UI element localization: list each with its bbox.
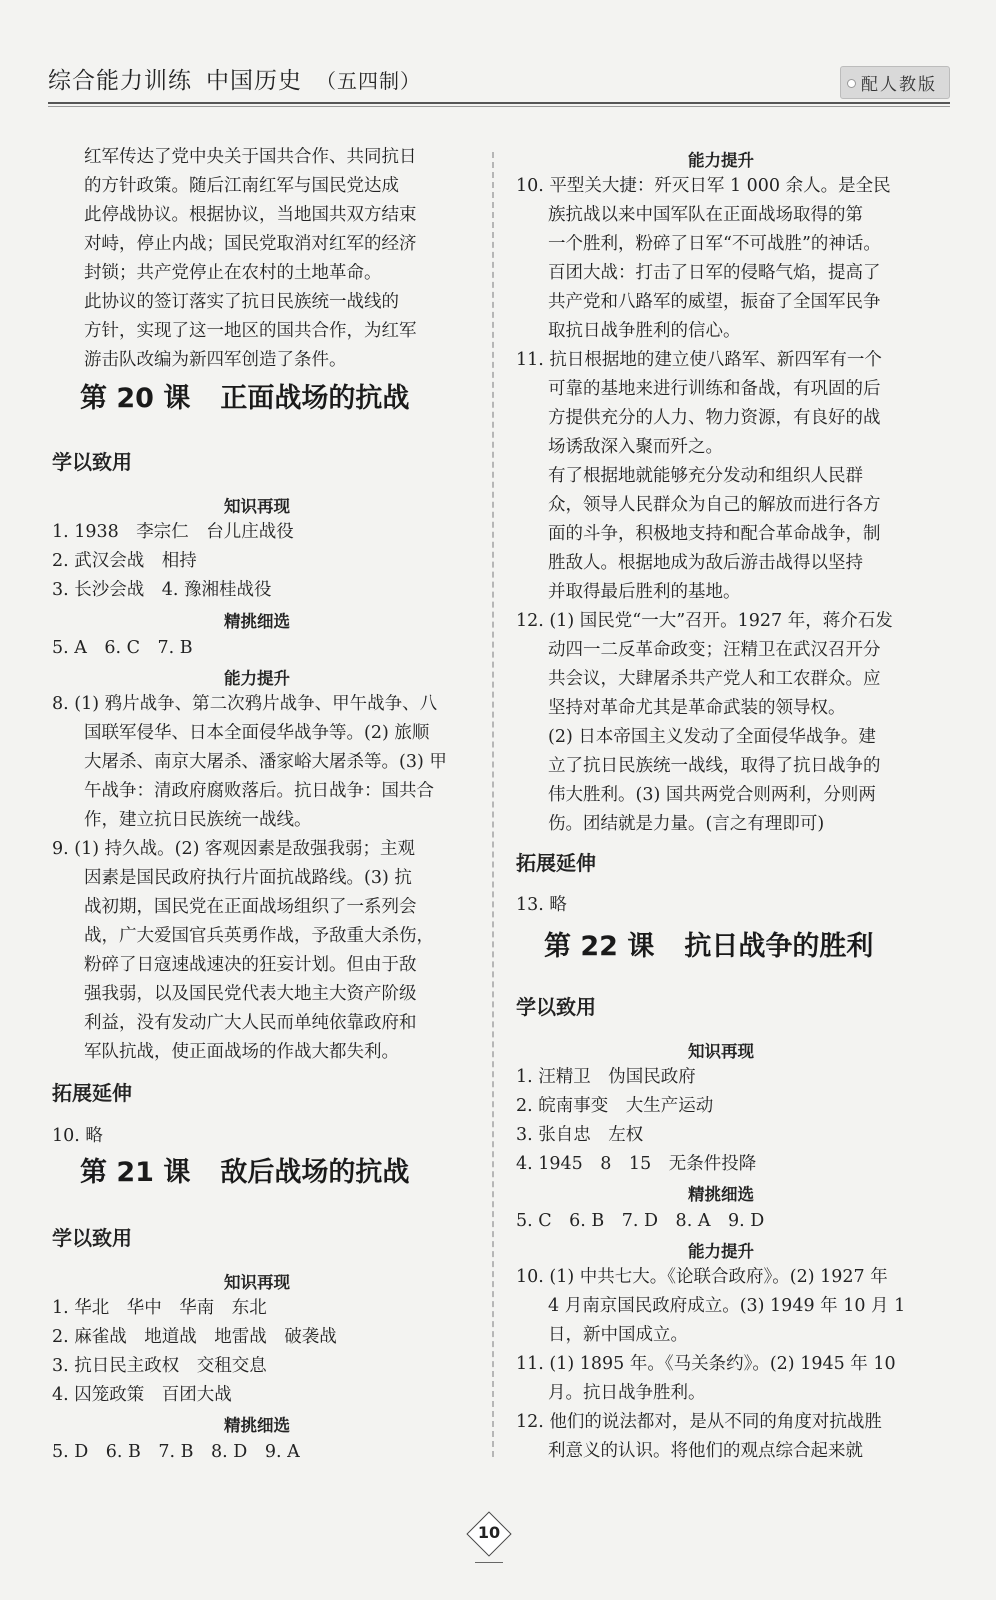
answer-line: 坚持对革命尤其是革命武装的领导权。 [548,698,846,718]
answer-line: 9. (1) 持久战。(2) 客观因素是敌强我弱；主观 [52,839,415,859]
answer-line: 5. C 6. B 7. D 8. A 9. D [516,1211,765,1231]
edition-badge: 配人教版 [840,66,950,99]
answer-line: 2. 皖南事变 大生产运动 [516,1096,714,1116]
answer-line: 伤。团结就是力量。(言之有理即可) [548,814,825,834]
sub-heading: 知识再现 [224,497,290,516]
text-line: 对峙，停止内战；国民党取消对红军的经济 [84,234,417,254]
lesson-number: 第 21 课 [80,1157,191,1188]
answer-line: 3. 长沙会战 4. 豫湘桂战役 [52,580,272,600]
answer-line: 1. 华北 华中 华南 东北 [52,1298,267,1318]
lesson-title: 正面战场的抗战 [220,383,410,414]
answer-line: (2) 日本帝国主义发动了全面侵华战争。建 [548,727,876,747]
answer-line: 月。抗日战争胜利。 [548,1383,706,1403]
answer-line: 10. (1) 中共七大。《论联合政府》。(2) 1927 年 [516,1267,888,1287]
book-title [48,62,421,95]
answer-line: 11. 抗日根据地的建立使八路军、新四军有一个 [516,350,882,370]
section-heading: 学以致用 [52,1226,132,1250]
answer-line: 强我弱，以及国民党代表大地主大资产阶级 [84,984,417,1004]
answer-line: 族抗战以来中国军队在正面战场取得的第 [548,205,863,225]
answer-line: 3. 抗日民主政权 交租交息 [52,1356,267,1376]
answer-line: 战，广大爱国官兵英勇作战，予敌重大杀伤， [84,926,434,946]
answer-line: 4 月南京国民政府成立。(3) 1949 年 10 月 1 [548,1296,906,1316]
answer-line: 可靠的基地来进行训练和备战，有巩固的后 [548,379,881,399]
page-header [48,62,948,102]
page-number [467,1512,511,1556]
page-number-underline [475,1552,503,1563]
answer-line: 利意义的认识。将他们的观点综合起来就 [548,1441,863,1461]
answer-line: 伟大胜利。(3) 国共两党合则两利，分则两 [548,785,876,805]
section-heading: 拓展延伸 [52,1081,132,1105]
text-line: 此协议的签订落实了抗日民族统一战线的 [84,292,399,312]
answer-line: 百团大战：打击了日军的侵略气焰，提高了 [548,263,881,283]
answer-line: 2. 麻雀战 地道战 地雷战 破袭战 [52,1327,337,1347]
answer-line: 日，新中国成立。 [548,1325,688,1345]
text-line: 方针，实现了这一地区的国共合作，为红军 [84,321,417,341]
answer-line: 8. (1) 鸦片战争、第二次鸦片战争、甲午战争、八 [52,694,438,714]
answer-line: 利益，没有发动广大人民而单纯依靠政府和 [84,1013,417,1033]
answer-line: 一个胜利，粉碎了日军“不可战胜”的神话。 [548,234,881,254]
text-line: 封锁；共产党停止在农村的土地革命。 [84,263,382,283]
answer-line: 10. 略 [52,1126,103,1146]
sub-heading: 知识再现 [224,1273,290,1292]
answer-line: 立了抗日民族统一战线，取得了抗日战争的 [548,756,881,776]
section-heading: 学以致用 [516,995,596,1019]
answer-line: 10. 平型关大捷：歼灭日军 1 000 余人。是全民 [516,176,891,196]
answer-line: 共产党和八路军的威望，振奋了全国军民争 [548,292,881,312]
answer-line: 5. D 6. B 7. B 8. D 9. A [52,1442,300,1462]
answer-line: 场诱敌深入聚而歼之。 [548,437,723,457]
answer-line: 国联军侵华、日本全面侵华战争等。(2) 旅顺 [84,723,430,743]
column-divider [492,152,494,1457]
answer-line: 并取得最后胜利的基地。 [548,582,741,602]
answer-line: 有了根据地就能够充分发动和组织人民群 [548,466,863,486]
answer-line: 粉碎了日寇速战速决的狂妄计划。但由于敌 [84,955,417,975]
answer-line: 2. 武汉会战 相持 [52,551,197,571]
text-line: 此停战协议。根据协议，当地国共双方结束 [84,205,417,225]
answer-line: 1. 1938 李宗仁 台儿庄战役 [52,522,294,542]
sub-heading: 精挑细选 [224,1416,290,1435]
text-line: 游击队改编为新四军创造了条件。 [84,350,347,370]
answer-line: 5. A 6. C 7. B [52,638,193,658]
lesson-22-heading [544,932,873,961]
answer-line: 1. 汪精卫 伪国民政府 [516,1067,696,1087]
answer-line: 动四一二反革命政变；汪精卫在武汉召开分 [548,640,881,660]
answer-line: 12. 他们的说法都对，是从不同的角度对抗战胜 [516,1412,882,1432]
answer-line: 4. 囚笼政策 百团大战 [52,1385,232,1405]
answer-line: 4. 1945 8 15 无条件投降 [516,1154,757,1174]
answer-line: 军队抗战，使正面战场的作战大都失利。 [84,1042,399,1062]
section-heading: 学以致用 [52,450,132,474]
page-number-text: 10 [477,1523,501,1542]
lesson-title: 敌后战场的抗战 [220,1157,410,1188]
answer-line: 大屠杀、南京大屠杀、潘家峪大屠杀等。(3) 甲 [84,752,447,772]
sub-heading: 能力提升 [688,1242,754,1261]
lesson-title: 抗日战争的胜利 [684,931,874,962]
lesson-20-heading [80,384,409,413]
answer-line: 11. (1) 1895 年。《马关条约》。(2) 1945 年 10 [516,1354,896,1374]
answer-line: 取抗日战争胜利的信心。 [548,321,741,341]
answer-line: 面的斗争，积极地支持和配合革命战争，制 [548,524,881,544]
section-heading: 拓展延伸 [516,851,596,875]
answer-line: 12. (1) 国民党“一大”召开。1927 年，蒋介石发 [516,611,893,631]
answer-line: 3. 张自忠 左权 [516,1125,644,1145]
answer-line: 众，领导人民群众为自己的解放而进行各方 [548,495,881,515]
series-title: 综合能力训练 [48,68,192,94]
lesson-number: 第 22 课 [544,931,655,962]
sub-heading: 精挑细选 [224,612,290,631]
answer-line: 战初期，国民党在正面战场组织了一系列会 [84,897,417,917]
answer-line: 胜敌人。根据地成为敌后游击战得以坚持 [548,553,863,573]
text-line: 的方针政策。随后江南红军与国民党达成 [84,176,399,196]
sub-heading: 能力提升 [224,669,290,688]
answer-line: 13. 略 [516,895,567,915]
edition-label: （五四制） [316,69,421,93]
lesson-number: 第 20 课 [80,383,191,414]
header-rule [48,102,950,107]
sub-heading: 能力提升 [688,151,754,170]
answer-line: 方提供充分的人力、物力资源，有良好的战 [548,408,881,428]
subject-title: 中国历史 [206,68,302,94]
text-line: 红军传达了党中央关于国共合作、共同抗日 [84,147,417,167]
sub-heading: 精挑细选 [688,1185,754,1204]
lesson-21-heading [80,1158,409,1187]
answer-line: 共会议，大肆屠杀共产党人和工农群众。应 [548,669,881,689]
answer-line: 午战争：清政府腐败落后。抗日战争：国共合 [84,781,434,801]
sub-heading: 知识再现 [688,1042,754,1061]
answer-line: 作，建立抗日民族统一战线。 [84,810,312,830]
answer-line: 因素是国民政府执行片面抗战路线。(3) 抗 [84,868,412,888]
